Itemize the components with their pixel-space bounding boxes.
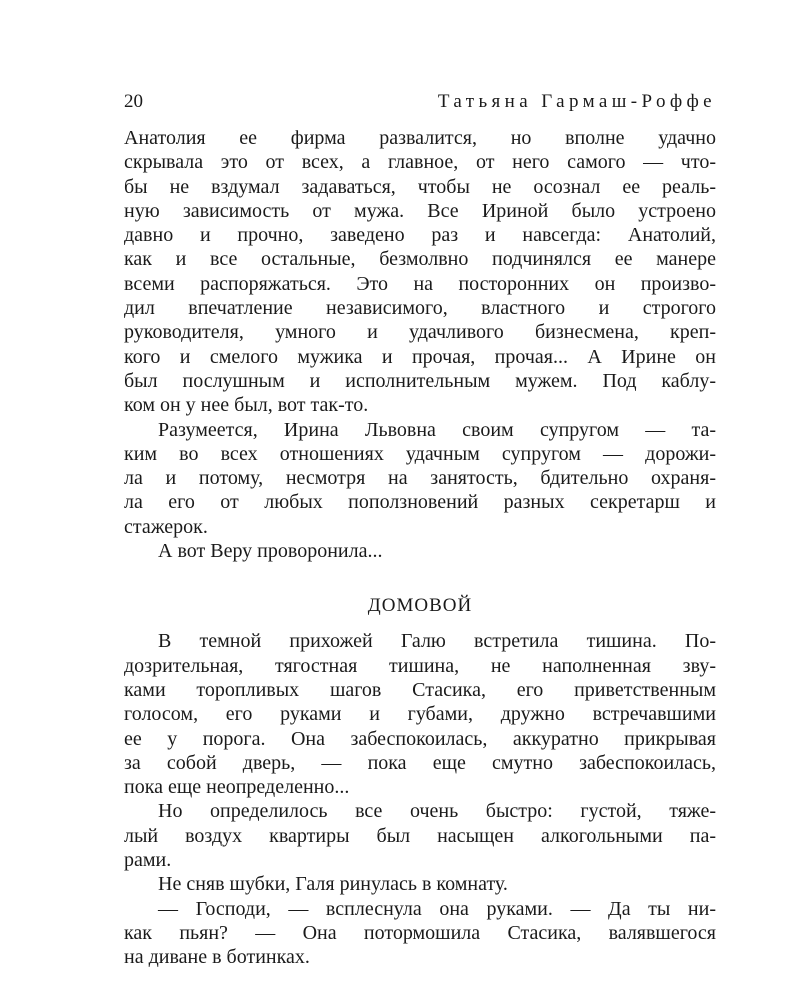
text-line: голосом, его руками и губами, дружно встречавшими xyxy=(124,703,716,726)
text-line: ким во всех отношениях удачным супругом — дорожи- xyxy=(124,442,716,465)
text-line: В темной прихожей Галю встретила тишина. По- xyxy=(158,630,716,653)
text-line: как и все остальные, безмолвно подчинялся ее манере xyxy=(124,248,716,271)
text-line: Анатолия ее фирма развалится, но вполне удачно xyxy=(124,127,716,149)
text-line: ла и потому, несмотря на занятость, бдительно охраня- xyxy=(124,467,716,490)
text-line: дозрительная, тягостная тишина, не наполненная зву- xyxy=(124,654,716,677)
text-line: ее у порога. Она забеспокоилась, аккуратно прикрывая xyxy=(124,727,716,750)
text-line: пока еще неопределенно... xyxy=(124,776,350,799)
text-line: стажерок. xyxy=(124,515,208,538)
running-header xyxy=(124,88,716,116)
chapter-title: ДОМОВОЙ xyxy=(367,595,473,617)
text-line: на диване в ботинках. xyxy=(124,946,310,969)
text-line: ком он у нее был, вот так-то. xyxy=(124,394,369,417)
text-line: за собой дверь, — пока еще смутно забеспокоилась, xyxy=(124,751,716,774)
text-line: Не сняв шубки, Галя ринулась в комнату. xyxy=(158,873,508,896)
text-line: кого и смелого мужика и прочая, прочая... А Ирине он xyxy=(124,345,716,368)
text-line: ную зависимость от мужа. Все Ириной было устроено xyxy=(124,199,716,222)
text-line: давно и прочно, заведено раз и навсегда: Анатолий, xyxy=(124,224,716,247)
text-section-1 xyxy=(124,126,716,563)
text-line: ла его от любых поползновений разных секретарш и xyxy=(124,491,716,514)
text-line: как пьян? — Она потормошила Стасика, валявшегося xyxy=(124,921,716,944)
text-line: рами. xyxy=(124,849,172,872)
text-line: А вот Веру проворонила... xyxy=(158,540,383,563)
text-line: всеми распоряжаться. Это на посторонних он произво- xyxy=(124,272,716,295)
text-line: лый воздух квартиры был насыщен алкогольными па- xyxy=(124,824,716,847)
text-line: бы не вздумал задаваться, чтобы не осознал ее реаль- xyxy=(124,175,716,198)
text-line: скрывала это от всех, а главное, от него самого — что- xyxy=(124,151,716,174)
text-line: ками торопливых шагов Стасика, его приветственным xyxy=(124,678,716,701)
text-line: руководителя, умного и удачливого бизнесмена, креп- xyxy=(124,321,716,344)
book-page xyxy=(124,88,716,970)
text-line: дил впечатление независимого, властного и строгого xyxy=(124,297,716,320)
text-line: Разумеется, Ирина Львовна своим супругом — та- xyxy=(158,418,716,441)
text-line: был послушным и исполнительным мужем. Под каблу- xyxy=(124,369,716,392)
text-section-2 xyxy=(124,629,716,969)
text-line: Но определилось все очень быстро: густой, тяже- xyxy=(158,800,716,823)
page-number: 20 xyxy=(124,91,143,112)
text-line: — Господи, — всплеснула она руками. — Да ты ни- xyxy=(158,897,716,920)
running-header-author: Татьяна Гармаш-Роффе xyxy=(437,91,716,112)
